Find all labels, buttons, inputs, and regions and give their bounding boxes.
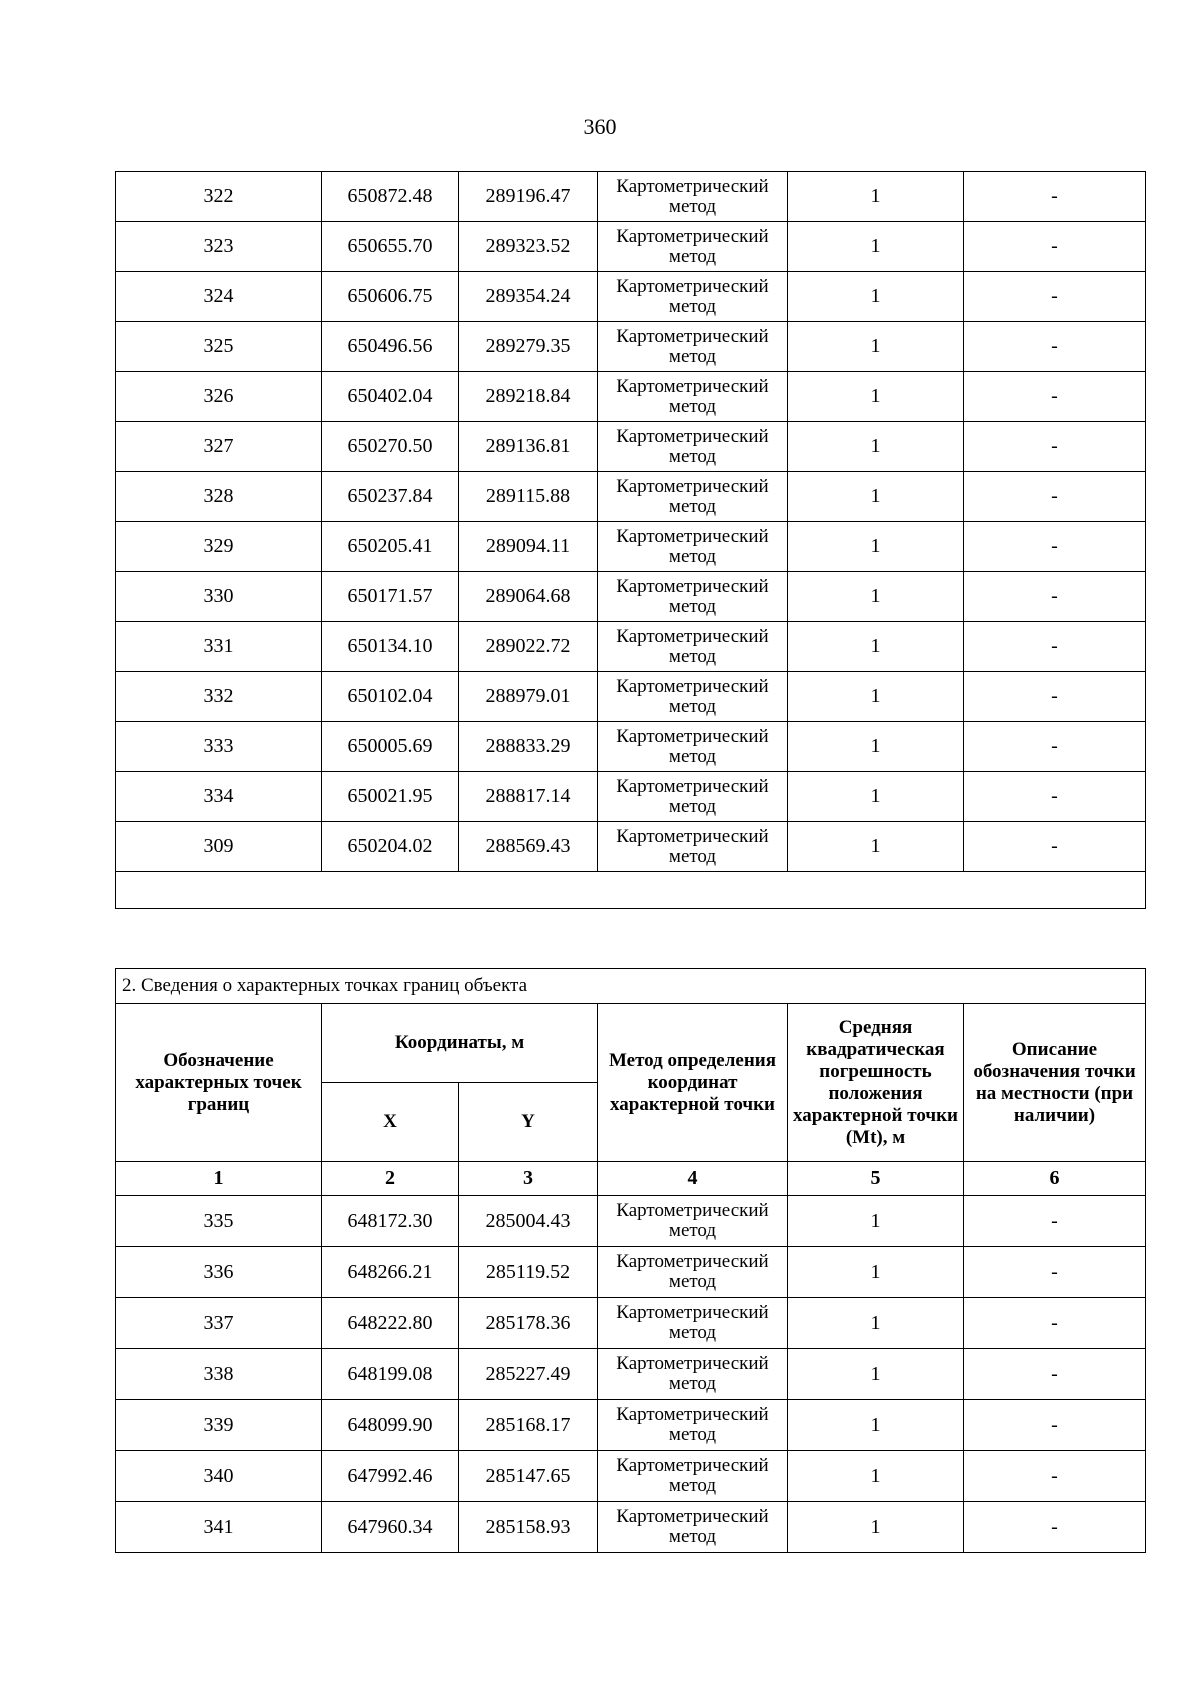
table-row [116,1196,1146,1247]
table-row [116,372,1146,422]
cell-mt: 1 [788,672,964,722]
cell-mt: 1 [788,772,964,822]
cell-x-coordinate: 650205.41 [322,522,459,572]
cell-y-coordinate: 289094.11 [459,522,598,572]
table-row [116,722,1146,772]
header-mt: Средняя квадратическая погрешность положения характерной точки (Mt), м [788,1004,964,1162]
cell-y-coordinate: 285158.93 [459,1502,598,1553]
cell-y-coordinate: 288569.43 [459,822,598,872]
cell-point-number: 326 [116,372,322,422]
cell-point-number: 335 [116,1196,322,1247]
cell-y-coordinate: 285178.36 [459,1298,598,1349]
table-row [116,1298,1146,1349]
header-method: Метод определения координат характерной точки [598,1004,788,1162]
cell-method: Картометрический метод [598,822,788,872]
header-point-designation: Обозначение характерных точек границ [116,1004,322,1162]
cell-method: Картометрический метод [598,322,788,372]
cell-mt: 1 [788,822,964,872]
cell-mt: 1 [788,722,964,772]
cell-mt: 1 [788,1400,964,1451]
cell-mt: 1 [788,422,964,472]
cell-x-coordinate: 648099.90 [322,1400,459,1451]
table-row [116,222,1146,272]
cell-mt: 1 [788,322,964,372]
table-row [116,272,1146,322]
cell-method: Картометрический метод [598,1400,788,1451]
cell-point-number: 338 [116,1349,322,1400]
cell-description: - [964,172,1146,222]
table-row [116,572,1146,622]
cell-x-coordinate: 650021.95 [322,772,459,822]
cell-point-number: 333 [116,722,322,772]
cell-point-number: 337 [116,1298,322,1349]
cell-point-number: 324 [116,272,322,322]
page-number: 360 [583,114,617,139]
cell-x-coordinate: 650606.75 [322,272,459,322]
section-title: 2. Сведения о характерных точках границ объекта [116,969,1146,1004]
header-coordinates: Координаты, м [322,1004,598,1083]
cell-mt: 1 [788,472,964,522]
table-row [116,422,1146,472]
cell-x-coordinate: 648222.80 [322,1298,459,1349]
cell-method: Картометрический метод [598,172,788,222]
cell-description: - [964,1196,1146,1247]
table-row [116,1349,1146,1400]
cell-description: - [964,322,1146,372]
cell-description: - [964,1247,1146,1298]
cell-mt: 1 [788,1349,964,1400]
cell-y-coordinate: 285168.17 [459,1400,598,1451]
cell-mt: 1 [788,1502,964,1553]
boundary-points-table [115,968,1146,1553]
cell-y-coordinate: 288979.01 [459,672,598,722]
cell-y-coordinate: 289064.68 [459,572,598,622]
cell-method: Картометрический метод [598,222,788,272]
table-row [116,772,1146,822]
cell-method: Картометрический метод [598,272,788,322]
cell-x-coordinate: 650270.50 [322,422,459,472]
cell-y-coordinate: 289354.24 [459,272,598,322]
cell-y-coordinate: 288817.14 [459,772,598,822]
cell-x-coordinate: 650204.02 [322,822,459,872]
cell-x-coordinate: 650496.56 [322,322,459,372]
cell-y-coordinate: 285119.52 [459,1247,598,1298]
table-row [116,822,1146,872]
cell-y-coordinate: 289323.52 [459,222,598,272]
table-row [116,1247,1146,1298]
header-description: Описание обозначения точки на местности (при наличии) [964,1004,1146,1162]
cell-point-number: 334 [116,772,322,822]
boundary-points-table-continued [115,171,1146,909]
table-row [116,522,1146,572]
cell-method: Картометрический метод [598,772,788,822]
table-row [116,1400,1146,1451]
cell-x-coordinate: 650005.69 [322,722,459,772]
cell-x-coordinate: 650171.57 [322,572,459,622]
cell-point-number: 322 [116,172,322,222]
cell-method: Картометрический метод [598,422,788,472]
cell-description: - [964,522,1146,572]
cell-point-number: 323 [116,222,322,272]
table-body [116,1196,1146,1553]
column-number: 5 [788,1162,964,1196]
cell-x-coordinate: 650872.48 [322,172,459,222]
cell-point-number: 309 [116,822,322,872]
cell-description: - [964,1298,1146,1349]
cell-y-coordinate: 289279.35 [459,322,598,372]
cell-y-coordinate: 285147.65 [459,1451,598,1502]
cell-y-coordinate: 285004.43 [459,1196,598,1247]
cell-mt: 1 [788,1247,964,1298]
cell-y-coordinate: 289196.47 [459,172,598,222]
cell-method: Картометрический метод [598,372,788,422]
column-number: 6 [964,1162,1146,1196]
cell-mt: 1 [788,172,964,222]
cell-description: - [964,1349,1146,1400]
cell-description: - [964,422,1146,472]
cell-x-coordinate: 648172.30 [322,1196,459,1247]
cell-method: Картометрический метод [598,672,788,722]
cell-point-number: 341 [116,1502,322,1553]
cell-description: - [964,622,1146,672]
cell-y-coordinate: 289218.84 [459,372,598,422]
cell-method: Картометрический метод [598,1247,788,1298]
cell-mt: 1 [788,1196,964,1247]
cell-method: Картометрический метод [598,1298,788,1349]
cell-method: Картометрический метод [598,622,788,672]
cell-x-coordinate: 650402.04 [322,372,459,422]
header-y: Y [459,1083,598,1162]
cell-x-coordinate: 650237.84 [322,472,459,522]
table-body [116,172,1146,872]
cell-description: - [964,572,1146,622]
cell-method: Картометрический метод [598,572,788,622]
table-row [116,322,1146,372]
cell-method: Картометрический метод [598,1349,788,1400]
cell-method: Картометрический метод [598,472,788,522]
cell-description: - [964,772,1146,822]
table-row [116,672,1146,722]
cell-description: - [964,222,1146,272]
empty-row [116,872,1146,909]
cell-x-coordinate: 650655.70 [322,222,459,272]
table-row [116,1502,1146,1553]
column-number: 3 [459,1162,598,1196]
header-x: X [322,1083,459,1162]
cell-point-number: 331 [116,622,322,672]
cell-description: - [964,672,1146,722]
cell-description: - [964,1400,1146,1451]
table-row [116,1451,1146,1502]
cell-x-coordinate: 648199.08 [322,1349,459,1400]
cell-description: - [964,372,1146,422]
cell-point-number: 336 [116,1247,322,1298]
cell-mt: 1 [788,522,964,572]
cell-point-number: 328 [116,472,322,522]
cell-mt: 1 [788,222,964,272]
table-row [116,172,1146,222]
cell-method: Картометрический метод [598,1502,788,1553]
cell-description: - [964,1451,1146,1502]
cell-y-coordinate: 285227.49 [459,1349,598,1400]
cell-method: Картометрический метод [598,1451,788,1502]
cell-x-coordinate: 647992.46 [322,1451,459,1502]
table-row [116,472,1146,522]
cell-y-coordinate: 288833.29 [459,722,598,772]
column-number: 1 [116,1162,322,1196]
cell-y-coordinate: 289136.81 [459,422,598,472]
cell-x-coordinate: 647960.34 [322,1502,459,1553]
column-number: 4 [598,1162,788,1196]
column-number: 2 [322,1162,459,1196]
table-row [116,622,1146,672]
cell-mt: 1 [788,1298,964,1349]
cell-x-coordinate: 650102.04 [322,672,459,722]
cell-mt: 1 [788,372,964,422]
cell-point-number: 327 [116,422,322,472]
cell-method: Картометрический метод [598,1196,788,1247]
cell-y-coordinate: 289022.72 [459,622,598,672]
cell-x-coordinate: 650134.10 [322,622,459,672]
cell-point-number: 330 [116,572,322,622]
cell-point-number: 340 [116,1451,322,1502]
cell-description: - [964,822,1146,872]
cell-method: Картометрический метод [598,522,788,572]
cell-mt: 1 [788,622,964,672]
cell-x-coordinate: 648266.21 [322,1247,459,1298]
cell-description: - [964,272,1146,322]
cell-point-number: 325 [116,322,322,372]
cell-mt: 1 [788,572,964,622]
cell-point-number: 332 [116,672,322,722]
cell-description: - [964,472,1146,522]
cell-description: - [964,722,1146,772]
cell-point-number: 339 [116,1400,322,1451]
cell-method: Картометрический метод [598,722,788,772]
cell-mt: 1 [788,272,964,322]
cell-description: - [964,1502,1146,1553]
cell-y-coordinate: 289115.88 [459,472,598,522]
cell-point-number: 329 [116,522,322,572]
cell-mt: 1 [788,1451,964,1502]
